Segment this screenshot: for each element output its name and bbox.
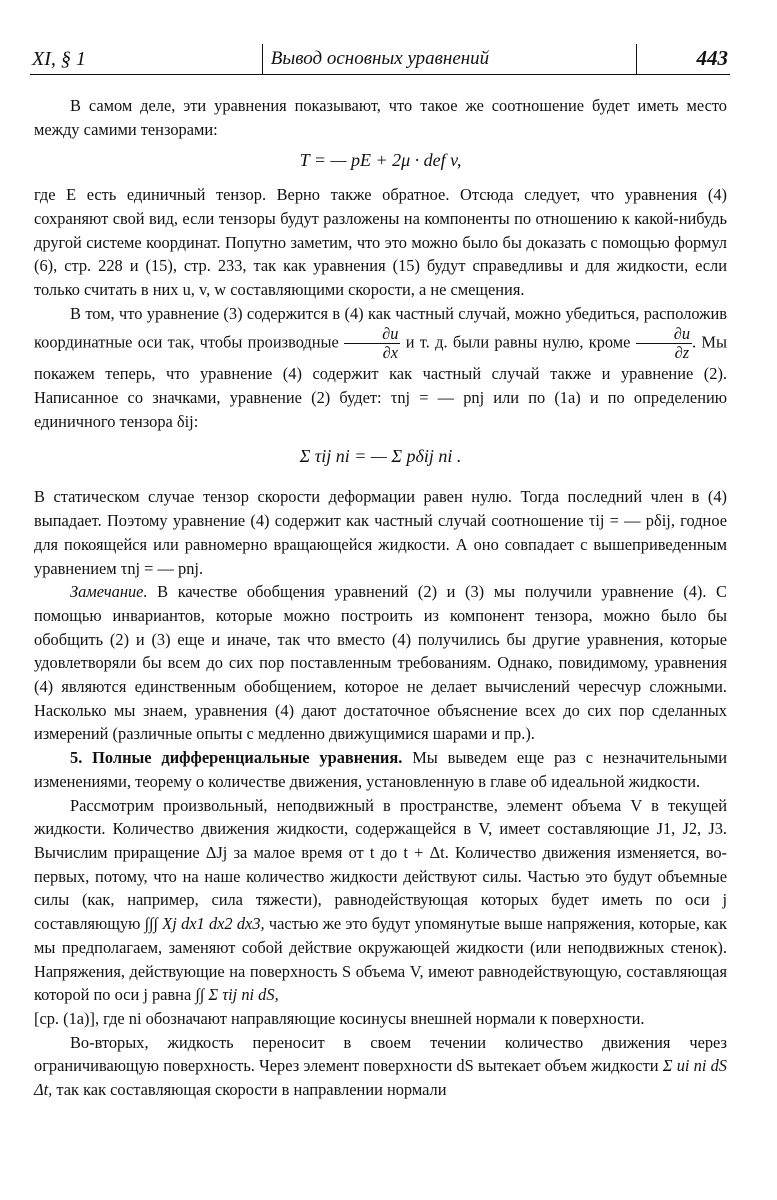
surface-integral: ∫∫ Σ τij ni dS, <box>195 985 279 1005</box>
fraction-du-dz <box>636 325 692 362</box>
fraction-denominator: ∂x <box>382 343 398 363</box>
section-heading: 5. Полные дифференциальные уравнения. <box>70 748 403 768</box>
text-run: Во-вторых, жидкость переносит в своем течении количество движения через ограничивающую поверхность. Через элемент поверхности dS вытекает объем жидкости <box>34 1032 727 1076</box>
volume-integral: ∫∫∫ Xj dx1 dx2 dx3, <box>144 914 265 934</box>
remark-label: Замечание. <box>70 582 148 602</box>
running-header <box>30 44 730 75</box>
section-paragraph <box>34 746 727 793</box>
running-title: Вывод основных уравнений <box>270 48 490 69</box>
fraction-numerator: ∂u <box>344 325 400 344</box>
text-run: В качестве обобщения уравнений (2) и (3) мы получили уравнение (4). С помощью инвариантов, которые можно построить из компонент тензора, можно было бы обобщить (2) и (3) еще и иначе, так что вместо (4) получились бы другие уравнения, которые удовлетворяли бы всем до сих пор поставленным требованиям. Однако, повидимому, уравнения (4) являются единственным обобщением, которое не делает вычислений чересчур сложными. Насколько мы знаем, уравнения (4) дают достаточное объяснение всех до сих пор сделанных измерений (различные опыты с медленно движущимися шарами и пр.). <box>34 582 727 744</box>
paragraph: где E есть единичный тензор. Верно также обратное. Отсюда следует, что уравнения (4) сохраняют свой вид, если тензоры будут разложены на компоненты по отношению к какой-нибудь другой системе координат. Попутно заметим, что это можно было бы доказать с помощью формул (6), стр. 228 и (15), стр. 233, так как уравнения (15) будут справедливы и для жидкости, если только считать в них u, v, w составляющими скорости, а не смещения. <box>34 185 727 299</box>
paragraph: [ср. (1a)], где ni обозначают направляющие косинусы внешней нормали к поверхности. <box>34 1008 645 1028</box>
text-run: В том, что уравнение (3) содержится в (4) как частный случай, можно убедиться, расположив координатные оси так, чтобы производные <box>34 303 727 352</box>
paragraph-remark <box>34 580 727 746</box>
text-run: Мы выведем еще раз с незначительными изменениями, теорему о количестве движения, установленную в главе об идеальной жидкости. <box>34 748 727 791</box>
text-run: . Мы покажем теперь, что уравнение (4) содержит как частный случай также и уравнение (2). Написанное со значками, уравнение (2) будет: τnj = — pnj или по (1a) и по определению единичного тензора δij: <box>34 332 727 431</box>
paragraph: В статическом случае тензор скорости деформации равен нулю. Тогда последний член в (4) выпадает. Поэтому уравнение (4) содержит как частный случай соотношение τij = — pδij, годное для покоящейся или равномерно вращающейся жидкости. А оно совпадает с вышеприведенным уравнением τnj = — pnj. <box>34 487 727 578</box>
paragraph <box>34 1031 727 1102</box>
text-run: так как составляющая скорости в направлении нормали <box>56 1080 447 1100</box>
section-reference: XI, § 1 <box>32 48 86 70</box>
fraction-denominator: ∂z <box>674 343 690 363</box>
fraction-numerator: ∂u <box>636 325 692 344</box>
page-number: 443 <box>696 46 728 70</box>
text-run: частью же это будут упомянутые выше напряжения, которые, как мы предполагаем, заменяют собой действие окружающей жидкости (или неподвижных стенок). Напряжения, действующие на поверхность S объема V, имеют равнодействующую, составляющая которой по оси j равна <box>34 914 727 1005</box>
text-run: Рассмотрим произвольный, неподвижный в пространстве, элемент объема V в текущей жидкости. Количество движения жидкости, содержащейся в V, имеет составляющие J1, J2, J3. Вычислим приращение ΔJj за малое время от t до t + Δt. Количество движения изменяется, во-первых, потому, что на наше количество жидкости действуют силы. Частью это будут объемные силы (как, например, сила тяжести), равнодействующая которых будет иметь по оси j составляющую <box>34 795 727 934</box>
main-text <box>34 94 727 1102</box>
header-divider <box>636 44 637 74</box>
text-run: и т. д. были равны нулю, кроме <box>405 332 631 352</box>
formula-stress-tensor: T = — pE + 2μ · def v, <box>299 150 462 171</box>
formula-sum-stress: Σ τij ni = — Σ pδij ni . <box>299 446 462 467</box>
paragraph: В самом деле, эти уравнения показывают, что такое же соотношение будет иметь место между самими тензорами: <box>34 96 727 139</box>
paragraph <box>34 302 727 434</box>
fraction-du-dx <box>344 325 400 362</box>
paragraph <box>34 794 727 1007</box>
flux-sum: Σ ui ni dS Δt, <box>34 1056 727 1100</box>
